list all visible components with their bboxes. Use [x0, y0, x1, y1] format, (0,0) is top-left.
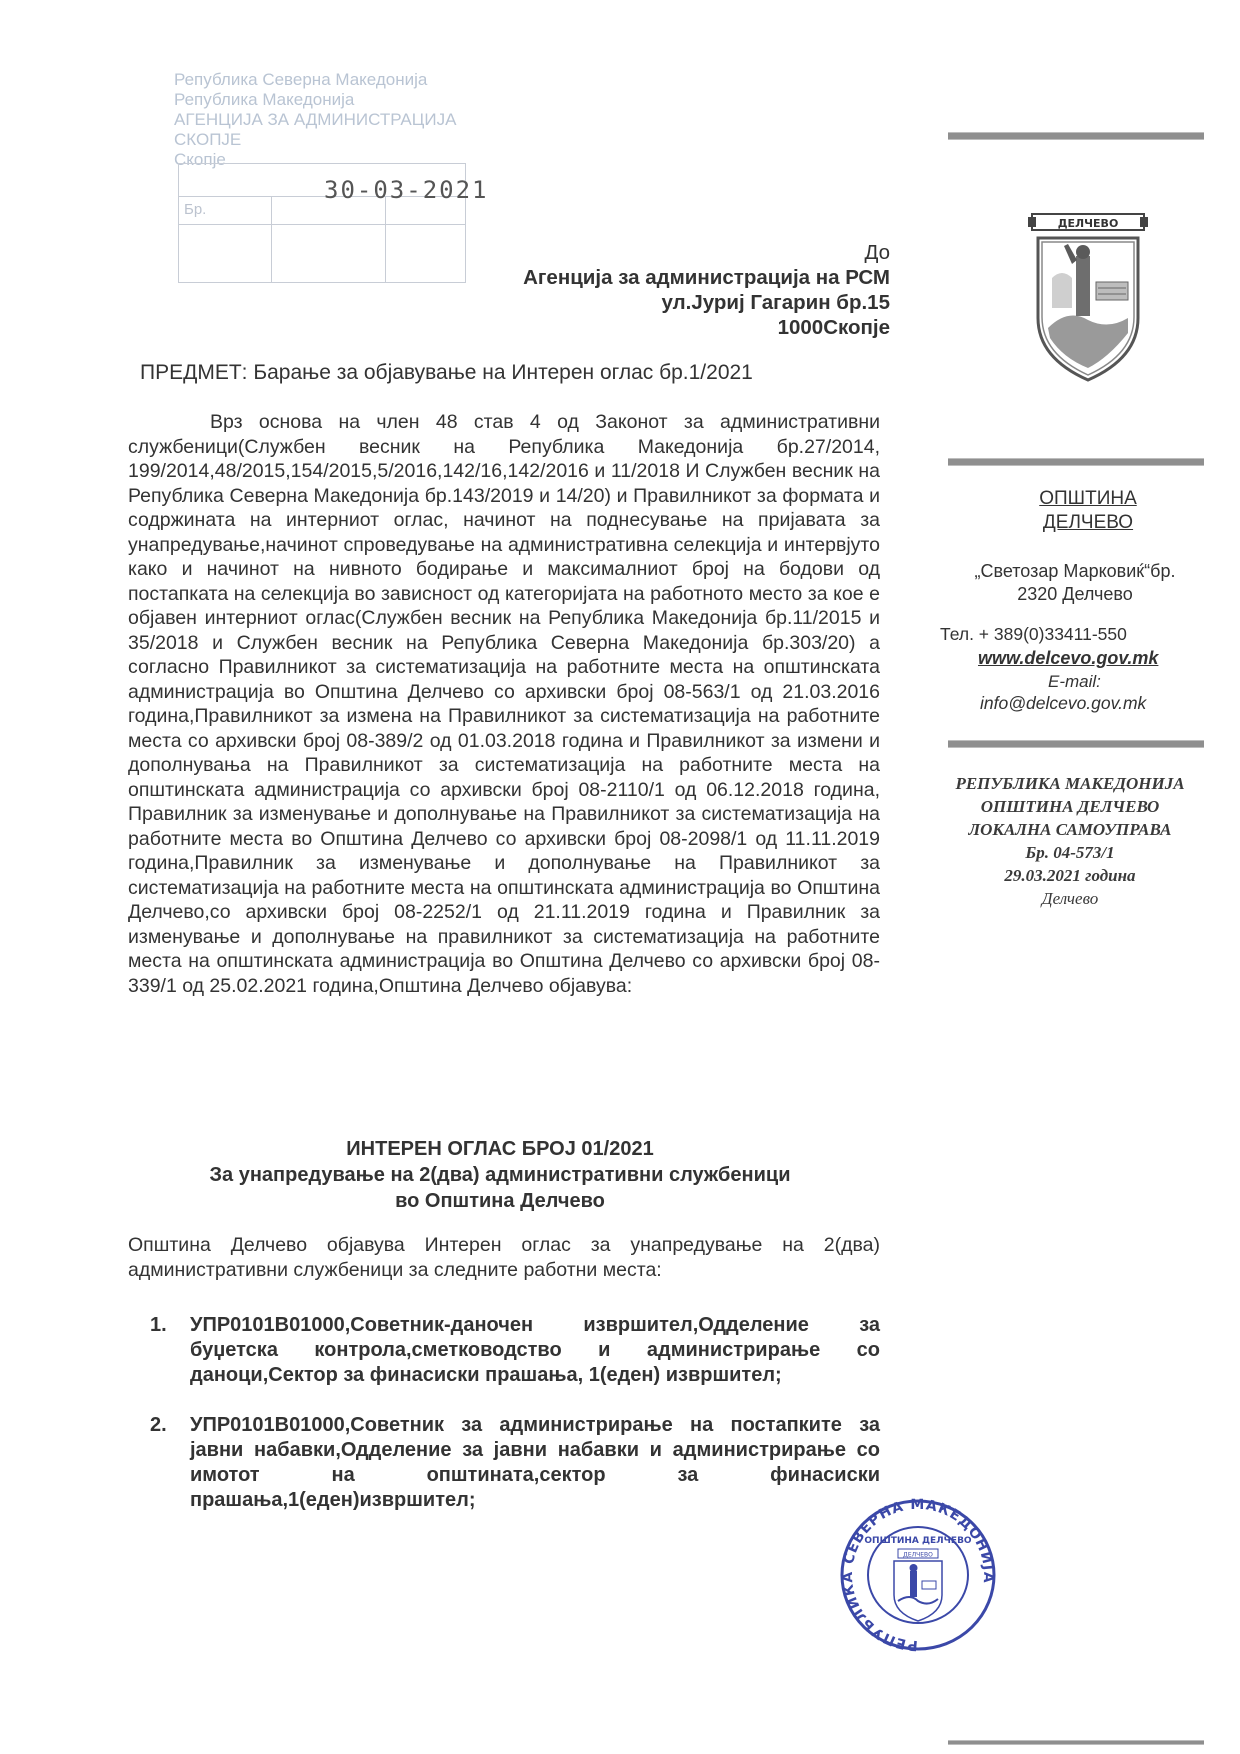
- svg-text:РЕПУБЛИКА СЕВЕРНА МАКЕДОНИЈА: [840, 1497, 996, 1652]
- municipality-name: [1018, 487, 1158, 535]
- archive-stamp-city: Делчево: [1041, 889, 1099, 908]
- addressee-to: До: [864, 241, 890, 264]
- position-number: 2.: [150, 1414, 167, 1436]
- sidebar-rule: [948, 458, 1204, 466]
- seal-ring-text: РЕПУБЛИКА СЕВЕРНА МАКЕДОНИЈА: [839, 1497, 997, 1652]
- archive-stamp-line: ОПШТИНА ДЕЛЧЕВО: [980, 797, 1160, 816]
- intro-paragraph: Врз основа на член 48 став 4 од Законот за административни службеници(Службен весник на Република Македонија бр.27/2014, 199/2014,48/2015,154/2015,5/2016,142/16,142/2016 и 11/2018 И Службен весник на Република Северна Македонија бр.143/2019 и 14/20) и Правилникот за формата и содржината на интерниот оглас, начинот на поднесување на пријавата за унапредување,начинот спроведување на административна селекција и интервјуто како и начинот на нивното бодирање и максималниот број на бодови од постапката на селекција во зависност од категоријата на работното место за кое е објавен интерниот оглас(Службен весник на Република Македонија бр.11/2015 и 35/2018 и Службен весник на Република Северна Македонија бр.303/20) а согласно Правилникот за систематизација на работните места на општинската администрација во Општина Делчево со архивски број 08-563/1 од 21.03.2016 година,Правилникот за измена на Правилникот за систематизација на работните места со архивски број 08-389/2 од 01.03.2018 година и Правилникот за измени и дополнувања на Правилникот за систематизација на работните места на општинската администрација со архивски број 08-2110/1 од 06.12.2018 година, Правилник за изменување и дополнување на Правилникот за систематизација на работните места во Општина Делчево со архивски број 08-2098/1 од 11.11.2019 година,Правилник за изменување и дополнување на Правилникот за систематизација на работните места на општинската администрација во Општина Делчево,со архивски број 08-2252/1 од 21.11.2019 година и Правилник за изменување и дополнување на правилникот за систематизација на работните места на општинската администрација во Општина Делчево со архивски број 08-339/1 од 25.02.2021 година,Општина Делчево објавува:: [128, 411, 880, 997]
- municipality-crest-icon: [1028, 208, 1148, 383]
- archive-stamp-line: РЕПУБЛИКА МАКЕДОНИЈА: [955, 774, 1185, 793]
- announcement-title: [150, 1136, 850, 1214]
- position-number: 1.: [150, 1314, 167, 1336]
- municipality-website-link[interactable]: www.delcevo.gov.mk: [978, 648, 1159, 668]
- municipality-email-link[interactable]: info@delcevo.gov.mk: [980, 693, 1147, 713]
- sidebar-rule: [948, 1740, 1204, 1745]
- archive-stamp-number: Бр. 04-573/1: [1025, 843, 1115, 862]
- official-seal-icon: [838, 1497, 998, 1652]
- announcement-title-line: ИНТЕРЕН ОГЛАС БРОЈ 01/2021: [346, 1138, 654, 1160]
- municipality-name-line: ДЕЛЧЕВО: [1042, 512, 1134, 533]
- address-line: „Светозар Марковиќ“бр.: [974, 561, 1176, 581]
- announcement-lead: Општина Делчево објавува Интерен оглас за унапредување на 2(два) административни службеници за следните работни места:: [128, 1234, 880, 1281]
- archive-stamp: [945, 772, 1195, 910]
- letter-subject: ПРЕДМЕТ: Барање за објавување на Интерен оглас бр.1/2021: [140, 361, 753, 384]
- received-stamp-line: Република Македонија: [174, 90, 355, 109]
- position-text: УПР0101В01000,Советник за администрирање на постапките за јавни набавки,Одделение за јавни набавки и администрирање со имотот на општината,сектор за финасиски прашања,1(еден)извршител;: [190, 1414, 880, 1511]
- address-line: 2320 Делчево: [1017, 584, 1133, 604]
- archive-stamp-date: 29.03.2021 година: [1004, 866, 1136, 885]
- municipality-name-line: ОПШТИНА: [1039, 488, 1137, 509]
- received-stamp-line: Скопје: [174, 150, 226, 169]
- sidebar-rule: [948, 132, 1204, 140]
- sidebar-rule: [948, 740, 1204, 748]
- addressee-city: 1000Скопје: [777, 316, 890, 339]
- received-stamp-line: Република Северна Македонија: [174, 70, 428, 89]
- received-stamp-number-label: Бр.: [184, 201, 207, 218]
- archive-stamp-line: ЛОКАЛНА САМОУПРАВА: [968, 820, 1172, 839]
- received-stamp-line: СКОПЈЕ: [174, 130, 242, 149]
- addressee-street: ул.Јуриј Гагарин бр.15: [661, 291, 890, 314]
- announcement-title-line: во Општина Делчево: [395, 1190, 605, 1212]
- received-stamp: [174, 70, 534, 284]
- position-item: [150, 1413, 880, 1513]
- email-label: E-mail:: [1048, 672, 1101, 691]
- crest-banner-text: ДЕЛЧЕВО: [1057, 217, 1119, 230]
- position-text: УПР0101В01000,Советник-даночен извршител,Одделение за буџетска контрола,сметководство и администрирање со даноци,Сектор за финасиски прашања, 1(еден) извршител;: [190, 1314, 880, 1386]
- municipality-address: [950, 560, 1200, 606]
- received-stamp-date: 30-03-2021: [324, 176, 489, 204]
- seal-banner-text: ДЕЛЧЕВО: [903, 1551, 933, 1559]
- municipality-phone: Тел. + 389(0)33411-550: [940, 624, 1127, 644]
- addressee-block: [523, 240, 890, 340]
- addressee-agency: Агенција за администрација на РСМ: [523, 266, 890, 289]
- position-item: [150, 1313, 880, 1388]
- received-stamp-line: АГЕНЦИЈА ЗА АДМИНИСТРАЦИЈА: [174, 110, 457, 129]
- announcement-title-line: За унапредување на 2(два) административни службеници: [209, 1164, 791, 1186]
- seal-inner-text: ОПШТИНА ДЕЛЧЕВО: [864, 1536, 972, 1546]
